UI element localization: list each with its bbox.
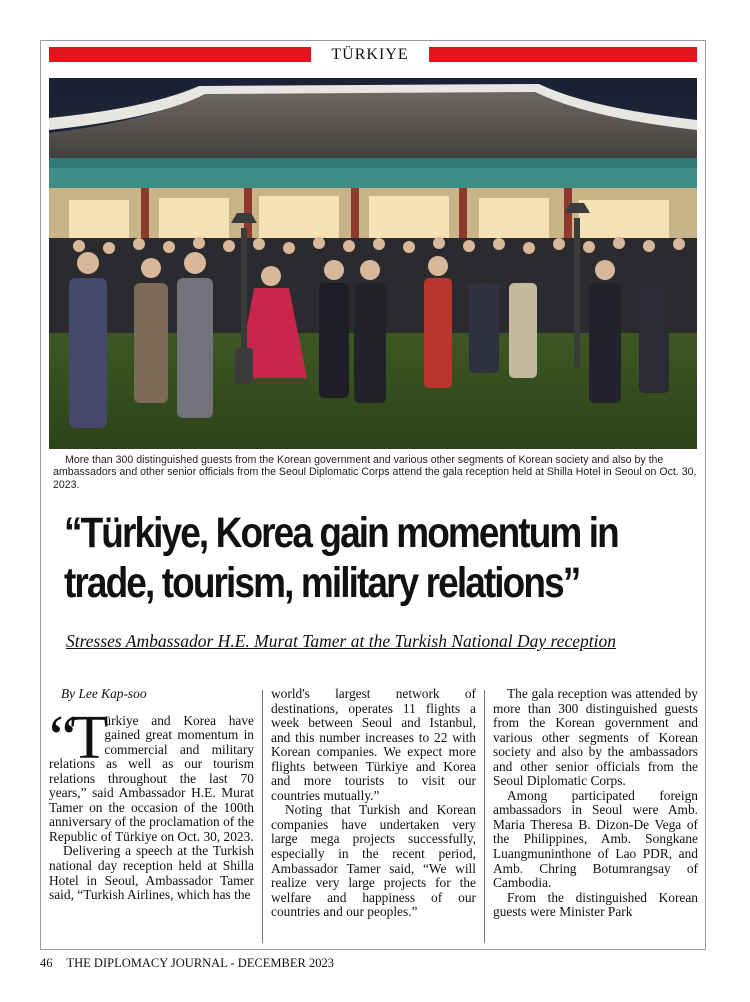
section-header xyxy=(49,45,697,65)
article-column-2 xyxy=(271,687,476,920)
subheadline: Stresses Ambassador H.E. Murat Tamer at the Turkish National Day reception xyxy=(66,631,616,651)
section-label: TÜRKIYE xyxy=(331,46,409,63)
article-paragraph-1-text: ürkiye and Korea have gained great momentum in commercial and military relations as well as our tourism relations throughout the last 70 years,” said Ambassador H.E. Murat Tamer on the occasion of the 100th anniversary of the proclamation of the Republic of Türkiye on Oct. 30, 2023. xyxy=(49,712,254,844)
page-number: 46 xyxy=(40,956,53,970)
article-paragraph-6: Among participated foreign ambassadors in Seoul were Amb. Maria Theresa B. Dizon-De Vega of the Philippines, Amb. Songkane Luangmuninthone of Lao PDR, and Amb. Chring Botumrangsay of Cambodia. xyxy=(493,787,698,891)
headline xyxy=(64,508,618,608)
section-bar-left xyxy=(49,47,311,62)
article-paragraph-3: world's largest network of destinations, operates 11 flights a week between Seoul and Istanbul, and this number increases to 22 with Korean companies. We expect more flights between Türkiye and Korea and more tourists to visit our countries mutually.” xyxy=(271,686,476,803)
headline-line-2: trade, tourism, military relations” xyxy=(64,559,580,607)
byline: By Lee Kap-soo xyxy=(61,686,147,701)
reception-photo xyxy=(49,78,697,449)
article-column-3 xyxy=(493,687,698,920)
drop-cap: “T xyxy=(49,703,103,772)
article-paragraph-7: From the distinguished Korean guests were Minister Park xyxy=(493,889,698,920)
article-column-1 xyxy=(49,687,254,903)
page-footer xyxy=(40,956,334,971)
journal-name: THE DIPLOMACY JOURNAL - DECEMBER 2023 xyxy=(66,956,334,970)
reception-photo-illustration xyxy=(49,78,697,449)
article-paragraph-1 xyxy=(49,703,254,845)
column-divider-1 xyxy=(262,690,263,943)
article-paragraph-4: Noting that Turkish and Korean companies have undertaken very large mega projects successfully, especially in the recent period, Ambassador Tamer said, “We will realize very large projects for the welfare and happiness of our countries and our peoples.” xyxy=(271,802,476,920)
article-paragraph-2: Delivering a speech at the Turkish national day reception held at Shilla Hotel in Seoul, Ambassador Tamer said, “Turkish Airlines, which has the xyxy=(49,843,254,903)
article-paragraph-5: The gala reception was attended by more than 300 distinguished guests from the Korean government and various other segments of Korean society and also by the ambassadors and other senior officials from the Seoul Diplomatic Corps. xyxy=(493,686,698,789)
section-bar-right xyxy=(429,47,697,62)
column-divider-2 xyxy=(484,690,485,943)
photo-caption: More than 300 distinguished guests from the Korean government and various other segments of Korean society and also by the ambassadors and other senior officials from the Seoul Diplomatic Corps attend the gala reception held at Shilla Hotel in Seoul on Oct. 30, 2023. xyxy=(53,454,697,491)
headline-line-1: “Türkiye, Korea gain momentum in xyxy=(64,509,618,557)
